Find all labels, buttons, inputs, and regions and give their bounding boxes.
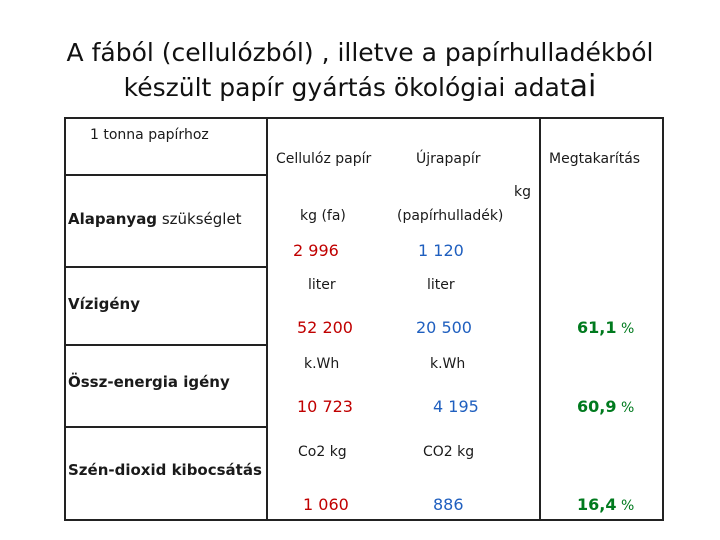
header-recycled: Újrapapír: [416, 151, 481, 167]
corner-label: 1 tonna papírhoz: [90, 127, 209, 143]
table-divider-row-2: [64, 266, 268, 268]
unit-cellulose-material: kg (fa): [300, 208, 346, 224]
title-line-2-main: készült papír gyártás ökológiai adat: [123, 73, 570, 102]
value-recycled-energy: 4 195: [433, 397, 479, 416]
title-line-2-tail: ai: [569, 69, 597, 104]
row-label-energy: Össz-energia igény: [68, 373, 230, 391]
table-divider-col-1: [266, 117, 268, 521]
header-saving: Megtakarítás: [549, 151, 641, 167]
saving-water: 61,1 %: [577, 318, 635, 337]
row-label-co2: Szén-dioxid kibocsátás: [68, 461, 262, 479]
value-cellulose-material: 2 996: [293, 241, 339, 260]
saving-energy: 60,9 %: [577, 397, 635, 416]
table-divider-col-3: [539, 117, 541, 521]
unit-cellulose-co2: Co2 kg: [298, 444, 347, 460]
saving-co2: 16,4 %: [577, 495, 635, 514]
title-line-2: [0, 70, 720, 105]
row-label-water: Vízigény: [68, 295, 140, 313]
unit-cellulose-energy: k.Wh: [304, 356, 340, 372]
unit-recycled-co2: CO2 kg: [423, 444, 475, 460]
value-cellulose-water: 52 200: [297, 318, 353, 337]
unit-recycled-material-1: kg: [514, 184, 531, 200]
value-recycled-water: 20 500: [416, 318, 472, 337]
value-cellulose-co2: 1 060: [303, 495, 349, 514]
row-label-material: Alapanyag szükséglet: [68, 210, 242, 228]
header-cellulose: Cellulóz papír: [276, 151, 372, 167]
value-cellulose-energy: 10 723: [297, 397, 353, 416]
unit-recycled-material-2: (papírhulladék): [397, 208, 504, 224]
unit-recycled-water: liter: [427, 277, 455, 293]
title-line-1: A fából (cellulózból) , illetve a papírhulladékból: [66, 38, 654, 67]
value-recycled-co2: 886: [433, 495, 464, 514]
page-title: [0, 36, 720, 105]
unit-cellulose-water: liter: [308, 277, 336, 293]
table-divider-row-3: [64, 344, 268, 346]
table-divider-row-1: [64, 174, 268, 176]
unit-recycled-energy: k.Wh: [430, 356, 466, 372]
value-recycled-material: 1 120: [418, 241, 464, 260]
table-divider-row-4: [64, 426, 268, 428]
